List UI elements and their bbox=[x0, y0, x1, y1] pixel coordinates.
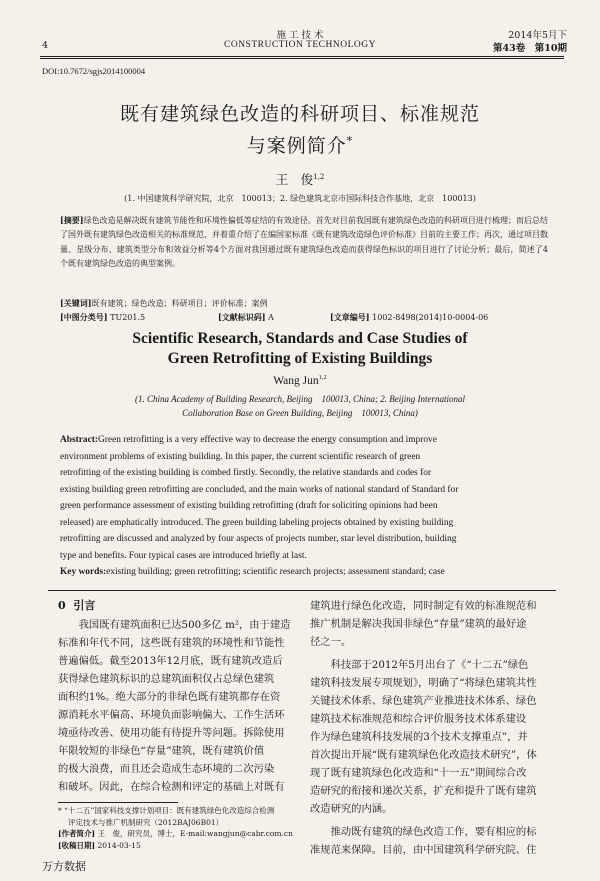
footnote bbox=[58, 805, 308, 851]
fund-note-2: 评定技术与推广机制研究（2012BAJ06B01） bbox=[68, 817, 224, 827]
fund-note: * “十二五”国家科技支撑计划项目：既有建筑绿色化改造综合检测 bbox=[58, 806, 275, 815]
header-rule-thin bbox=[40, 58, 564, 59]
text-line: 科技部于2012年5月出台了《“十二五”绿色 bbox=[330, 659, 529, 671]
keywords-en bbox=[60, 564, 550, 581]
title-cn-line2-text: 与案例简介 bbox=[246, 135, 347, 157]
header-rule bbox=[40, 56, 564, 57]
text-line: 建筑进行绿色化改造，同时制定有效的标准规范和 bbox=[310, 600, 537, 612]
text-line: 径之一。 bbox=[310, 636, 352, 648]
text-line: 我国既有建筑面积已达500多亿 m²，由于建造 bbox=[78, 619, 291, 631]
abstract-cn-text: 绿色改造是解决既有建筑节能性和环境性偏低等症结的有效途径。首先对目前我国既有建筑绿色改造的科研项目进行梳理；而后总结了国外既有建筑绿色改造相关的标准规范，并着重介绍了在编国家标准《既有建筑改造绿色评价标准》目前的主要工作；再次，通过项目数量、星级分布、建筑类型分布和效益分析等4个方面对我国通过既有建筑绿色改造而获得绿色标识的项目进行了讨论分析；最后，简述了4个既有建筑绿色改造的典型案例。 bbox=[60, 216, 548, 269]
author-en bbox=[0, 374, 600, 387]
abstract-en-line: existing building green retrofitting are concluded, and the main works of national standard of Standard for bbox=[60, 484, 459, 495]
abstract-en-line: green performance assessment of existing building retrofitting (draft for soliciting opinions had been bbox=[60, 501, 438, 511]
author-cn-sup: 1,2 bbox=[313, 172, 325, 181]
title-en-line2: Green Retrofitting of Existing Buildings bbox=[167, 350, 433, 367]
abstract-cn bbox=[60, 213, 548, 272]
abstract-rule bbox=[48, 590, 556, 591]
footnote-rule bbox=[58, 802, 178, 803]
article-number-value: 1002-8498(2014)10-0004-06 bbox=[372, 313, 489, 322]
abstract-cn-label: [摘要] bbox=[60, 215, 84, 225]
abstract-en-text: Green retrofitting is a very effective way to decrease the energy consumption and improve bbox=[98, 435, 437, 445]
document-code bbox=[218, 311, 274, 325]
intro-left-column bbox=[58, 616, 303, 796]
author-info bbox=[58, 828, 308, 840]
received-date-label: [收稿日期] bbox=[58, 840, 96, 850]
watermark: 万方数据 bbox=[42, 860, 86, 873]
page-number: 4 bbox=[42, 40, 49, 51]
keywords-cn bbox=[60, 297, 268, 311]
section-number: 0 bbox=[58, 599, 66, 612]
text-line: 准规范来保障。目前，由中国建筑科学研究院、住 bbox=[310, 844, 537, 856]
title-cn-line1: 既有建筑绿色改造的科研项目、标准规范 bbox=[119, 103, 480, 125]
text-line: 标准和年代不同，这些既有建筑的环境性和节能性 bbox=[58, 637, 285, 649]
text-line: 推动既有建筑的绿色改造工作，要有相应的标 bbox=[330, 826, 537, 838]
section-heading bbox=[58, 597, 95, 613]
affiliation-en-line1: (1. China Academy of Building Research, Beijing 100013, China; 2. Beijing International bbox=[135, 394, 465, 404]
abstract-en-line: retrofitting of the existing building is combed firstly. Secondly, the relative standards and codes for bbox=[60, 468, 432, 478]
author-cn-name: 王 俊 bbox=[275, 172, 314, 187]
author-cn bbox=[0, 170, 600, 188]
journal-name-cn: 施 工 技 术 bbox=[276, 30, 324, 41]
doc-code-label: [文献标识码] bbox=[218, 312, 266, 322]
text-line: 面积约1%。绝大部分的非绿色既有建筑都存在资 bbox=[58, 691, 281, 703]
abstract-en-label: Abstract: bbox=[60, 435, 99, 445]
text-line: 首次提出开展“既有建筑绿色化改造技术研究”，体 bbox=[310, 749, 537, 761]
text-line: 和破坏。因此，在综合检测和评定的基础上对既有 bbox=[58, 781, 285, 793]
doc-code-value: A bbox=[268, 313, 274, 322]
title-en-line1: Scientific Research, Standards and Case Studies of bbox=[132, 330, 468, 347]
clc-label: [中图分类号] bbox=[60, 312, 108, 322]
affiliation-cn: (1. 中国建筑科学研究院，北京 100013；2. 绿色建筑北京市国际科技合作基地，北京 100013) bbox=[124, 194, 476, 203]
text-line: 推广机制是解决我国非绿色“存量”建筑的最好途 bbox=[310, 618, 527, 630]
keywords-en-text: existing building; green retrofitting; scientific research projects; assessment standard; case bbox=[106, 567, 445, 577]
text-line: 的极大浪费，而且还会造成生态环境的二次污染 bbox=[58, 763, 275, 775]
author-info-label: [作者简介] bbox=[58, 829, 96, 838]
text-line: 现了既有建筑绿色化改造和“十一五”期间综合改 bbox=[310, 767, 527, 779]
issue-date: 2014年5月下 bbox=[508, 30, 567, 41]
issue-volume: 第43卷 第10期 bbox=[493, 43, 567, 54]
author-info-text: 王 俊，研究员，博士，E-mail:wangjun@cabr.com.cn bbox=[97, 829, 293, 838]
keywords-cn-text: 既有建筑；绿色改造；科研项目；评价标准；案例 bbox=[91, 299, 268, 308]
text-line: 造研究的衔接和递次关系，扩充和提升了既有建筑 bbox=[310, 785, 537, 797]
author-en-name: Wang Jun bbox=[273, 374, 319, 387]
received-date bbox=[58, 840, 308, 852]
text-line: 建筑科技发展专项规划》，明确了“将绿色建筑共性 bbox=[310, 677, 537, 689]
abstract-en bbox=[60, 432, 550, 581]
abstract-en-line: released) are emphatically introduced. The green building labeling projects obtained by existing building bbox=[60, 517, 454, 528]
article-number bbox=[330, 311, 488, 325]
text-line: 普遍偏低。截至2013年12月底，既有建筑改造后 bbox=[58, 655, 283, 667]
clc-number bbox=[60, 311, 145, 325]
doi: DOI:10.7672/sgjs2014100004 bbox=[42, 66, 146, 76]
affiliation-en-line2: Collaboration Base on Green Building, Beijing 100013, China) bbox=[182, 408, 418, 418]
abstract-en-line bbox=[60, 432, 550, 449]
abstract-en-line: type and benefits. Four typical cases are introduced briefly at last. bbox=[60, 550, 307, 561]
journal-name-en: CONSTRUCTION TECHNOLOGY bbox=[224, 40, 376, 50]
text-line: 源消耗水平偏高、环境负面影响偏大、工作生活环 bbox=[58, 709, 285, 721]
title-cn-line2 bbox=[0, 131, 600, 158]
text-line: 建筑技术标准规范和综合评价服务技术体系建设 bbox=[310, 713, 527, 725]
text-line: 改造研究的内涵。 bbox=[310, 803, 393, 815]
section-title: 引言 bbox=[73, 599, 96, 612]
title-fund-mark: * bbox=[346, 134, 354, 148]
abstract-en-line: environment problems of existing building. In this paper, the current scientific research of green bbox=[60, 451, 421, 462]
article-number-label: [文章编号] bbox=[330, 312, 370, 322]
intro-right-column bbox=[310, 597, 560, 859]
received-date-text: 2014-03-15 bbox=[97, 840, 141, 850]
text-line: 作为绿色建筑科技发展的3个技术支撑重点”，并 bbox=[310, 731, 528, 743]
text-line: 年限较短的非绿色“存量”建筑，既有建筑价值 bbox=[58, 745, 265, 757]
author-en-sup: 1,2 bbox=[318, 374, 327, 381]
abstract-en-line: retrofitting are discussed and analyzed by four aspects of projects number, star level distribution, building bbox=[60, 534, 457, 544]
clc-value: TU201.5 bbox=[110, 313, 146, 322]
text-line: 获得绿色建筑标识的总建筑面积仅占总绿色建筑 bbox=[58, 673, 275, 685]
text-line: 关键技术体系、绿色建筑产业推进技术体系、绿色 bbox=[310, 695, 537, 707]
text-line: 境亟待改善、使用功能有待提升等问题。拆除使用 bbox=[58, 727, 285, 739]
keywords-cn-label: [关键词] bbox=[60, 298, 92, 308]
keywords-en-label: Key words: bbox=[60, 567, 107, 577]
